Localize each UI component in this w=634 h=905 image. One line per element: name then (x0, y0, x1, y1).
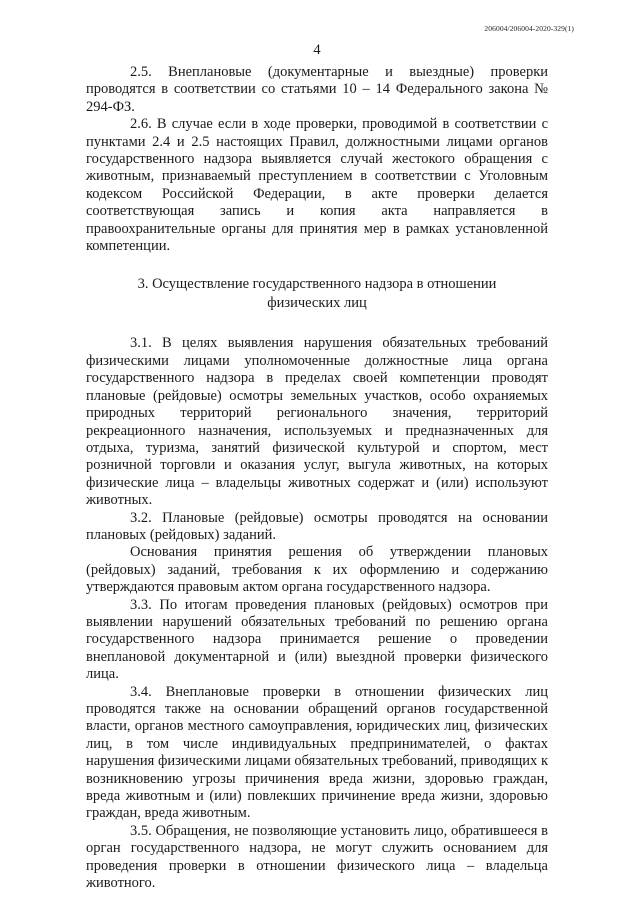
paragraph-3-5: 3.5. Обращения, не позволяющие установить лицо, обратившееся в орган государственного надзора, не могут служить основанием для проведения проверки в отношении физического лица – владельца животного. (86, 822, 548, 892)
paragraph-3-1: 3.1. В целях выявления нарушения обязательных требований физическими лицами уполномоченные должностные лица органа государственного надзора в пределах своей компетенции проводят плановые (рейдовые) осмотры земельных участков, особо охраняемых природных территорий регионального значения, территорий рекреационного назначения, используемых и предназначенных для отдыха, туризма, занятий физической культурой и спортом, мест розничной торговли и оказания услуг, выгула животных, на которых физические лица – владельцы животных содержат и (или) используют животных. (86, 335, 548, 509)
section-3-heading-line2: физических лиц (267, 295, 367, 312)
section-3-heading (86, 275, 548, 313)
paragraph-2-5: 2.5. Внеплановые (документарные и выездные) проверки проводятся в соответствии со статьями 10 – 14 Федерального закона № 294-ФЗ. (86, 64, 548, 115)
paragraph-3-4: 3.4. Внеплановые проверки в отношении физических лиц проводятся также на основании обращений органов государственной власти, органов местного самоуправления, юридических лиц, физических лиц, в том числе индивидуальных предпринимателей, о фактах нарушения физическими лицами обязательных требований, приводящих к возникновению угрозы причинения вреда жизни, здоровью граждан, вреда животным и (или) повлекших причинение вреда жизни, здоровью граждан, вреда животным. (86, 683, 548, 822)
document-body (86, 64, 548, 892)
paragraph-3-3: 3.3. По итогам проведения плановых (рейдовых) осмотров при выявлении нарушений обязательных требований по решению органа государственного надзора принимается решение о проведении внеплановой документарной и (или) выездной проверки физического лица. (86, 596, 548, 683)
document-id: 206004/206004-2020-329(1) (484, 24, 574, 33)
paragraph-2-6: 2.6. В случае если в ходе проверки, проводимой в соответствии с пунктами 2.4 и 2.5 настоящих Правил, должностными лицами органов государственного надзора выявляется случай жестокого обращения с животным, признаваемый преступлением в соответствии с Уголовным кодексом Российской Федерации, в акте проверки делается соответствующая запись и копия акта направляется в правоохранительные органы для принятия мер в рамках установленной компетенции. (86, 116, 548, 255)
paragraph-3-2-basis: Основания принятия решения об утверждении плановых (рейдовых) заданий, требования к их оформлению и содержанию утверждаются правовым актом органа государственного надзора. (86, 544, 548, 596)
section-3-heading-line1: 3. Осуществление государственного надзора в отношении (137, 276, 497, 293)
page-number: 4 (313, 42, 321, 58)
paragraph-3-2: 3.2. Плановые (рейдовые) осмотры проводятся на основании плановых (рейдовых) заданий. (86, 509, 548, 543)
